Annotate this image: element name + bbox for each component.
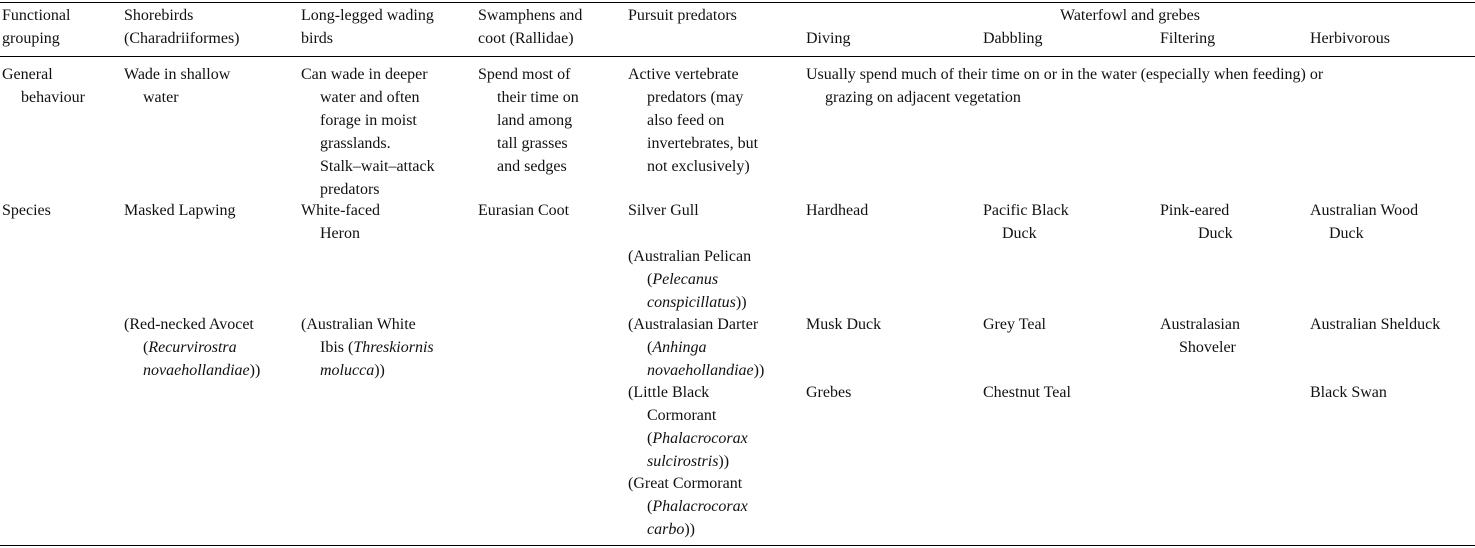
species-hardhead: Hardhead (806, 202, 869, 219)
header-rule (0, 56, 1475, 57)
cell-text: ( (647, 430, 653, 447)
cell-text: water (143, 89, 179, 106)
cell-text (628, 336, 764, 359)
scientific-name: Recurvirostra (148, 339, 237, 356)
header-waterfowl-group (1060, 4, 1200, 27)
species-australian-shelduck: Australian Shelduck (1310, 316, 1441, 333)
cell-text: Duck (1329, 225, 1364, 242)
cell-text: Cormorant (647, 407, 717, 424)
behaviour-wading (301, 63, 435, 201)
behaviour-shorebirds (124, 63, 230, 109)
species-eurasian-coot: Eurasian Coot (478, 202, 570, 219)
cell-text (124, 336, 260, 359)
species-australian-white-ibis (301, 313, 434, 382)
cell-text: General (2, 66, 53, 83)
cell-text: predators (may (647, 89, 744, 106)
species-white-faced-heron (301, 199, 380, 245)
species-red-necked-avocet (124, 313, 260, 382)
bottom-rule (0, 545, 1475, 546)
cell-text: (Red-necked Avocet (124, 316, 254, 333)
species-grey-teal: Grey Teal (983, 316, 1046, 333)
cell-text: Australasian (1160, 316, 1240, 333)
cell-text: forage in moist (320, 112, 417, 129)
cell-text: also feed on (647, 112, 725, 129)
cell-text: )) (735, 294, 747, 311)
header-text: Functional (2, 7, 71, 24)
cell-text: Active vertebrate (628, 66, 739, 83)
cell-text: Can wade in deeper (301, 66, 428, 83)
species-black-swan: Black Swan (1310, 384, 1387, 401)
scientific-name: conspicillatus (647, 294, 736, 311)
header-diving: Diving (806, 30, 851, 47)
species-australian-wood-duck (1310, 199, 1418, 245)
row-label-species: Species (2, 202, 51, 219)
scientific-name: sulcirostris (647, 453, 719, 470)
cell-text: ( (647, 271, 653, 288)
cell-text (628, 427, 748, 450)
cell-text: their time on (497, 89, 579, 106)
header-text: birds (301, 30, 333, 47)
cell-text: Usually spend much of their time on or in the water (especially when feeding) or (806, 66, 1324, 83)
cell-text: Shoveler (1179, 339, 1236, 356)
cell-text: (Great Cormorant (628, 475, 743, 492)
top-rule (0, 2, 1475, 3)
header-pursuit (628, 4, 737, 27)
cell-text: Wade in shallow (124, 66, 231, 83)
scientific-name: Threskiornis (353, 339, 434, 356)
cell-text: Pacific Black (983, 202, 1069, 219)
header-text: grouping (2, 30, 60, 47)
cell-text: (Australian White (301, 316, 416, 333)
header-filtering: Filtering (1160, 30, 1216, 47)
cell-text: )) (718, 453, 730, 470)
cell-text: Australian Wood (1310, 202, 1419, 219)
scientific-name: Anhinga (652, 339, 707, 356)
cell-text: )) (249, 362, 261, 379)
cell-text (301, 359, 434, 382)
header-wading (301, 4, 434, 50)
species-australian-pelican (628, 245, 751, 314)
cell-text: Ibis ( (320, 339, 354, 356)
cell-text (628, 359, 764, 382)
cell-text: water and often (320, 89, 420, 106)
cell-text: Duck (1198, 225, 1233, 242)
species-masked-lapwing: Masked Lapwing (124, 202, 236, 219)
cell-text: (Australasian Darter (628, 316, 759, 333)
cell-text: ( (647, 339, 653, 356)
cell-text: )) (684, 521, 695, 538)
header-swamphens (478, 4, 582, 50)
header-herbivorous: Herbivorous (1310, 30, 1390, 47)
species-little-black-cormorant (628, 381, 748, 473)
header-dabbling: Dabbling (983, 30, 1043, 47)
cell-text: and sedges (497, 158, 567, 175)
scientific-name: Pelecanus (652, 271, 719, 288)
cell-text: not exclusively) (647, 158, 750, 175)
header-text: Long-legged wading (301, 7, 434, 24)
cell-text: predators (320, 181, 380, 198)
header-shorebirds (124, 4, 240, 50)
behaviour-swamphens (478, 63, 579, 178)
species-pacific-black-duck (983, 199, 1069, 245)
cell-text: behaviour (21, 89, 85, 106)
cell-text: grasslands. (320, 135, 391, 152)
species-australasian-darter (628, 313, 764, 382)
scientific-name: carbo (647, 521, 685, 538)
species-great-cormorant (628, 472, 748, 541)
cell-text (628, 291, 751, 314)
scientific-name: novaehollandiae (647, 362, 754, 379)
cell-text: Pink-eared (1160, 202, 1230, 219)
cell-text (124, 359, 260, 382)
header-functional-grouping (2, 4, 70, 50)
scientific-name: Phalacrocorax (652, 430, 748, 447)
cell-text: land among (497, 112, 573, 129)
header-text: Pursuit predators (628, 7, 737, 24)
species-musk-duck: Musk Duck (806, 316, 882, 333)
cell-text: )) (374, 362, 385, 379)
cell-text: Stalk–wait–attack (320, 158, 435, 175)
cell-text: ( (647, 498, 653, 515)
behaviour-pursuit (628, 63, 758, 178)
species-pink-eared-duck (1160, 199, 1233, 245)
header-text: coot (Rallidae) (478, 30, 574, 47)
header-text: Swamphens and (478, 7, 583, 24)
header-text: Shorebirds (124, 7, 194, 24)
scientific-name: Phalacrocorax (652, 498, 748, 515)
species-silver-gull: Silver Gull (628, 202, 699, 219)
cell-text: ( (143, 339, 149, 356)
cell-text: invertebrates, but (647, 135, 759, 152)
cell-text (301, 336, 434, 359)
cell-text: Heron (320, 225, 360, 242)
species-grebes: Grebes (806, 384, 852, 401)
cell-text: grazing on adjacent vegetation (825, 89, 1021, 106)
cell-text: tall grasses (497, 135, 568, 152)
cell-text (628, 450, 748, 473)
cell-text: (Little Black (628, 384, 710, 401)
species-chestnut-teal: Chestnut Teal (983, 384, 1071, 401)
cell-text: Spend most of (478, 66, 571, 83)
cell-text: White-faced (301, 202, 381, 219)
header-text: Waterfowl and grebes (1060, 7, 1200, 24)
header-text: (Charadriiformes) (124, 30, 240, 47)
cell-text: )) (753, 362, 765, 379)
scientific-name: novaehollandiae (143, 362, 250, 379)
cell-text (628, 518, 748, 541)
scientific-name: molucca (320, 362, 375, 379)
behaviour-waterfowl (806, 63, 1323, 109)
cell-text: Duck (1002, 225, 1037, 242)
species-australasian-shoveler (1160, 313, 1240, 359)
row-label-behaviour (2, 63, 85, 109)
cell-text (628, 268, 751, 291)
cell-text (628, 495, 748, 518)
cell-text: (Australian Pelican (628, 248, 752, 265)
